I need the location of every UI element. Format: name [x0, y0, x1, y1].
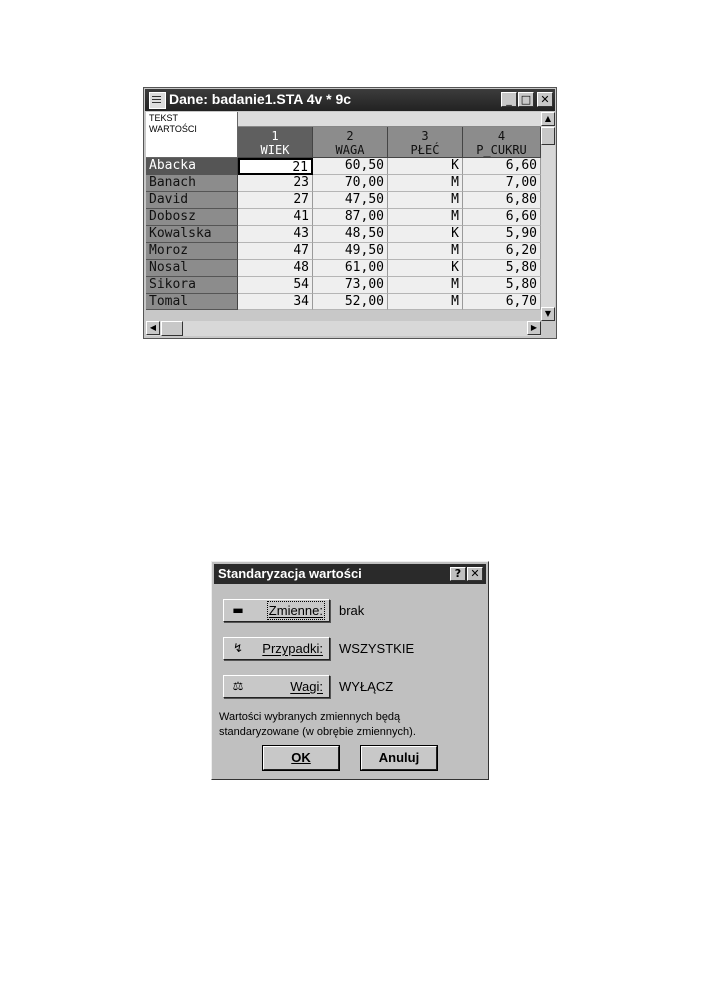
dialog-close-button[interactable]: ✕: [467, 567, 483, 581]
vertical-scroll-thumb[interactable]: [541, 127, 555, 145]
column-header-plec[interactable]: [388, 127, 463, 158]
table-cell[interactable]: 6,60: [463, 209, 541, 226]
column-header-wiek[interactable]: [238, 127, 313, 158]
vertical-scrollbar[interactable]: [541, 112, 555, 321]
column-name: WIEK: [260, 143, 290, 157]
maximize-button[interactable]: □: [518, 92, 534, 107]
cancel-button[interactable]: Anuluj: [361, 746, 437, 770]
dialog-titlebar[interactable]: [214, 564, 486, 584]
spreadsheet-app-icon[interactable]: [149, 92, 166, 109]
corner-label-text: TEKST: [149, 113, 179, 123]
column-name: PŁEĆ: [410, 143, 440, 157]
table-cell[interactable]: 6,80: [463, 192, 541, 209]
table-cell[interactable]: 21: [238, 158, 313, 175]
row-header[interactable]: Tomal: [146, 294, 238, 310]
table-cell[interactable]: 47: [238, 243, 313, 260]
corner-label-values: WARTOŚCI: [149, 124, 197, 134]
column-number: 2: [346, 129, 354, 143]
column-header-p-cukru[interactable]: [463, 127, 541, 158]
row-header[interactable]: Nosal: [146, 260, 238, 277]
table-cell[interactable]: 27: [238, 192, 313, 209]
weights-value: WYŁĄCZ: [339, 679, 394, 694]
table-cell[interactable]: 48,50: [313, 226, 388, 243]
column-number: 1: [271, 129, 279, 143]
table-cell[interactable]: 6,70: [463, 294, 541, 310]
variables-button[interactable]: [223, 599, 330, 622]
table-cell[interactable]: M: [388, 209, 463, 226]
column-name: WAGA: [335, 143, 365, 157]
minimize-button[interactable]: _: [501, 92, 517, 107]
table-cell[interactable]: 5,90: [463, 226, 541, 243]
table-cell[interactable]: 6,60: [463, 158, 541, 175]
column-number: 3: [421, 129, 429, 143]
cases-button[interactable]: [223, 637, 330, 660]
table-cell[interactable]: 61,00: [313, 260, 388, 277]
column-name: P_CUKRU: [476, 143, 527, 157]
cases-value: WSZYSTKIE: [339, 641, 415, 656]
window-titlebar[interactable]: [145, 89, 555, 111]
table-cell[interactable]: 5,80: [463, 260, 541, 277]
row-header[interactable]: David: [146, 192, 238, 209]
table-cell[interactable]: K: [388, 158, 463, 175]
case-names-corner-header[interactable]: [146, 112, 238, 158]
row-header[interactable]: Dobosz: [146, 209, 238, 226]
table-cell[interactable]: 73,00: [313, 277, 388, 294]
table-cell[interactable]: 48: [238, 260, 313, 277]
row-header[interactable]: Moroz: [146, 243, 238, 260]
cell-edit-strip: [238, 112, 541, 127]
table-cell[interactable]: 23: [238, 175, 313, 192]
row-header[interactable]: Kowalska: [146, 226, 238, 243]
scroll-up-icon[interactable]: ▲: [541, 112, 555, 126]
table-cell[interactable]: 87,00: [313, 209, 388, 226]
table-cell[interactable]: 54: [238, 277, 313, 294]
scroll-right-icon[interactable]: ▶: [527, 321, 541, 335]
close-button[interactable]: ✕: [537, 92, 553, 107]
table-cell[interactable]: 41: [238, 209, 313, 226]
dialog-description: Wartości wybranych zmiennych będą standaryzowane (w obrębie zmiennych).: [219, 711, 416, 738]
table-cell[interactable]: M: [388, 277, 463, 294]
cases-button-label: Przypadki:: [262, 641, 323, 656]
table-cell[interactable]: 43: [238, 226, 313, 243]
variables-button-label: Zmienne:: [268, 603, 323, 618]
row-header[interactable]: Banach: [146, 175, 238, 192]
dialog-title: Standaryzacja wartości: [218, 566, 362, 581]
table-cell[interactable]: 70,00: [313, 175, 388, 192]
table-cell[interactable]: 34: [238, 294, 313, 310]
table-cell[interactable]: 49,50: [313, 243, 388, 260]
standardization-dialog: [211, 561, 489, 780]
window-title: Dane: badanie1.STA 4v * 9c: [169, 91, 352, 107]
row-header[interactable]: Abacka: [146, 158, 238, 175]
table-cell[interactable]: 52,00: [313, 294, 388, 310]
table-cell[interactable]: 47,50: [313, 192, 388, 209]
cases-icon: ↯: [232, 641, 244, 655]
table-cell[interactable]: K: [388, 260, 463, 277]
table-cell[interactable]: M: [388, 192, 463, 209]
weights-icon: ⚖: [232, 679, 244, 693]
scroll-left-icon[interactable]: ◀: [146, 321, 160, 335]
table-cell[interactable]: 60,50: [313, 158, 388, 175]
data-spreadsheet-window: [143, 87, 557, 339]
table-cell[interactable]: M: [388, 175, 463, 192]
horizontal-scroll-thumb[interactable]: [161, 321, 183, 336]
table-cell[interactable]: 7,00: [463, 175, 541, 192]
table-cell[interactable]: 5,80: [463, 277, 541, 294]
scroll-down-icon[interactable]: ▼: [541, 307, 555, 321]
weights-button[interactable]: [223, 675, 330, 698]
ok-button[interactable]: OK: [263, 746, 339, 770]
table-cell[interactable]: M: [388, 294, 463, 310]
column-number: 4: [497, 129, 506, 143]
variables-value: brak: [339, 603, 365, 618]
table-cell[interactable]: 6,20: [463, 243, 541, 260]
table-cell[interactable]: M: [388, 243, 463, 260]
variables-icon: ▬: [232, 603, 244, 617]
column-header-waga[interactable]: [313, 127, 388, 158]
table-cell[interactable]: K: [388, 226, 463, 243]
weights-button-label: Wagi:: [290, 679, 323, 694]
horizontal-scrollbar[interactable]: [146, 321, 541, 336]
help-button[interactable]: ?: [450, 567, 466, 581]
row-header[interactable]: Sikora: [146, 277, 238, 294]
